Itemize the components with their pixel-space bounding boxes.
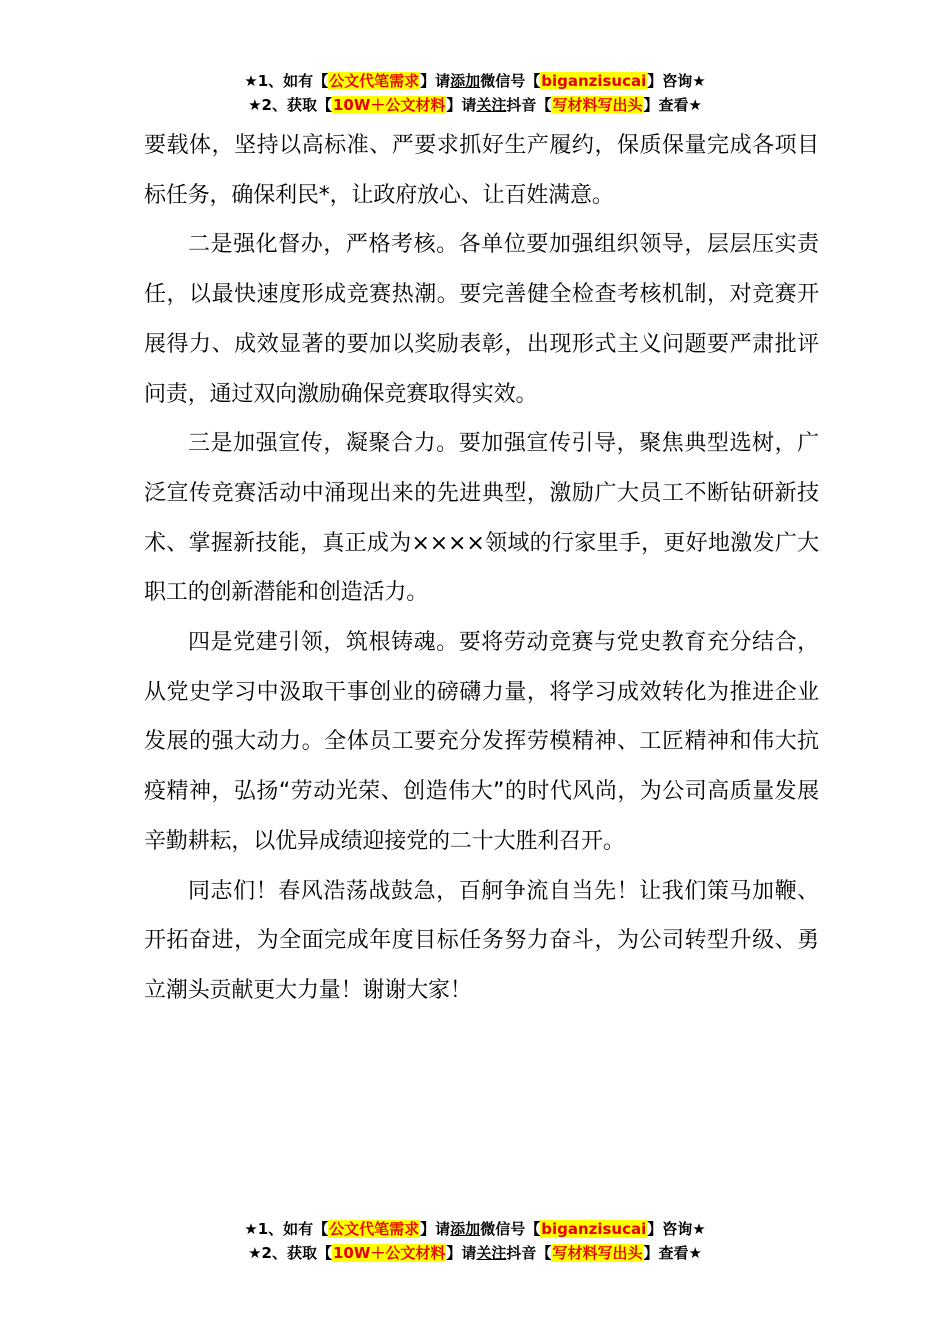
highlight-service: 公文代笔需求 xyxy=(329,72,420,90)
highlight-wechat-id: biganzisucai xyxy=(541,1220,647,1238)
emphasis-add: 添加 xyxy=(450,72,481,90)
header-banner xyxy=(0,69,950,117)
highlight-wechat-id: biganzisucai xyxy=(541,72,647,90)
emphasis-follow: 关注 xyxy=(476,96,507,114)
star-icon: ★ xyxy=(688,1244,702,1262)
highlight-service: 公文代笔需求 xyxy=(329,1220,420,1238)
star-icon: ★ xyxy=(244,72,258,90)
star-icon: ★ xyxy=(248,1244,262,1262)
star-icon: ★ xyxy=(248,96,262,114)
highlight-materials: 10W＋公文材料 xyxy=(332,1244,446,1262)
emphasis-add: 添加 xyxy=(450,1220,481,1238)
paragraph-closing: 同志们！春风浩荡战鼓急，百舸争流自当先！让我们策马加鞭、开拓奋进，为全面完成年度目标任务努力奋斗，为公司转型升级、勇立潮头贡献更大力量！谢谢大家！ xyxy=(144,878,819,1003)
star-icon: ★ xyxy=(688,96,702,114)
star-icon: ★ xyxy=(244,1220,258,1238)
footer-banner xyxy=(0,1217,950,1265)
paragraph-publicity: 三是加强宣传，凝聚合力。要加强宣传引导，聚焦典型选树，广泛宣传竞赛活动中涌现出来的先进典型，激励广大员工不断钻研新技术、掌握新技能，真正成为××××领域的行家里手，更好地激发广大职工的创新潜能和创造活力。 xyxy=(144,431,819,606)
banner-line-1: ★1、如有【公文代笔需求】请添加微信号【biganzisucai】咨询★ xyxy=(244,1220,706,1238)
paragraph-continuation: 要载体，坚持以高标准、严要求抓好生产履约，保质保量完成各项目标任务，确保利民*，让政府放心、让百姓满意。 xyxy=(144,133,819,208)
banner-line-2: ★2、获取【10W＋公文材料】请关注抖音【写材料写出头】查看★ xyxy=(248,96,702,114)
emphasis-follow: 关注 xyxy=(476,1244,507,1262)
highlight-douyin-account: 写材料写出头 xyxy=(552,96,643,114)
highlight-materials: 10W＋公文材料 xyxy=(332,96,446,114)
star-icon: ★ xyxy=(692,72,706,90)
banner-line-1: ★1、如有【公文代笔需求】请添加微信号【biganzisucai】咨询★ xyxy=(244,72,706,90)
document-body xyxy=(144,121,819,1016)
banner-line-2: ★2、获取【10W＋公文材料】请关注抖音【写材料写出头】查看★ xyxy=(248,1244,702,1262)
star-icon: ★ xyxy=(692,1220,706,1238)
paragraph-supervision: 二是强化督办，严格考核。各单位要加强组织领导，层层压实责任，以最快速度形成竞赛热潮。要完善健全检查考核机制，对竞赛开展得力、成效显著的要加以奖励表彰，出现形式主义问题要严肃批评问责，通过双向激励确保竞赛取得实效。 xyxy=(144,232,819,407)
highlight-douyin-account: 写材料写出头 xyxy=(552,1244,643,1262)
paragraph-party-building: 四是党建引领，筑根铸魂。要将劳动竞赛与党史教育充分结合，从党史学习中汲取干事创业的磅礴力量，将学习成效转化为推进企业发展的强大动力。全体员工要充分发挥劳模精神、工匠精神和伟大抗疫精神，弘扬“劳动光荣、创造伟大”的时代风尚，为公司高质量发展辛勤耕耘，以优异成绩迎接党的二十大胜利召开。 xyxy=(144,630,819,854)
